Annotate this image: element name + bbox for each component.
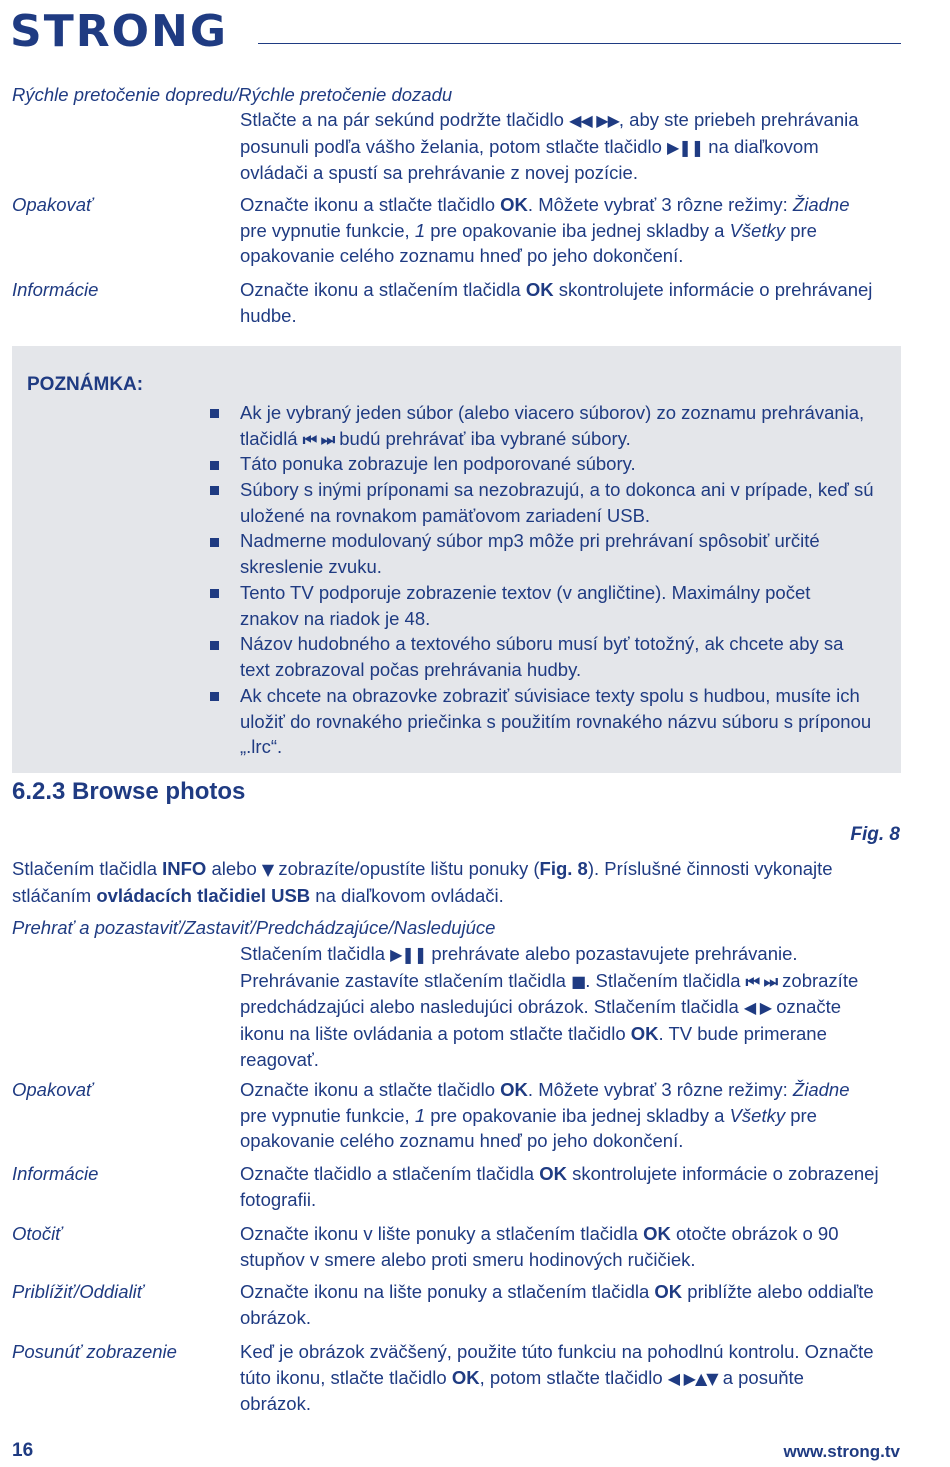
pan-description: Keď je obrázok zväčšený, použite túto funkciu na pohodlnú kontrolu. Označte túto ikonu, stlačte tlačidlo OK, potom stlačte tlačidlo ◀ ▶▲▼ a posuňte obrázok. [240, 1341, 874, 1415]
play-description: Stlačením tlačidla ▶❚❚ prehrávate alebo pozastavujete prehrávanie. Prehrávanie zastavíte stlačením tlačidla ■. Stlačením tlačidla ⏮ ⏭ zobrazíte predchádzajúci alebo nasledujúci obrázok. Stlačením tlačidla ◀ ▶ označte ikonu na lište ovládania a potom stlačte tlačidlo OK. TV bude primerane reagovať. [240, 943, 859, 1070]
bullet-icon [210, 641, 219, 650]
bullet-icon [210, 409, 219, 418]
direction-arrows-icon: ◀ ▶▲▼ [667, 1368, 718, 1388]
info-description: Označte ikonu a stlačením tlačidla OK skontrolujete informácie o prehrávanej hudbe. [240, 279, 873, 326]
rotate-label: Otočiť [12, 1223, 62, 1244]
photos-intro: Stlačením tlačidla INFO alebo ▼ zobrazíte/opustíte lištu ponuky (Fig. 8). Príslušné činnosti vykonajte stláčaním ovládacích tlačidiel USB na diaľkovom ovládači. [12, 858, 833, 906]
ff-description: Stlačte a na pár sekúnd podržte tlačidlo ◀◀ ▶▶, aby ste priebeh prehrávania posunuli podľa vášho želania, potom stlačte tlačidlo ▶❚❚ na diaľkovom ovládači a spustí sa prehrávanie z novej pozície. [240, 109, 859, 184]
section-heading: 6.2.3 Browse photos [12, 778, 246, 805]
repeat-description: Označte ikonu a stlačte tlačidlo OK. Môžete vybrať 3 rôzne režimy: Žiadne pre vypnutie funkcie, 1 pre opakovanie iba jednej skladby a Všetky pre opakovanie celého zoznamu hneď po jeho dokončení. [240, 1079, 850, 1152]
zoom-label: Priblížiť/Oddialiť [12, 1281, 144, 1302]
note-item: Súbory s inými príponami sa nezobrazujú, a to dokonca ani v prípade, keď sú uložené na rovnakom pamäťovom zariadení USB. [240, 479, 874, 526]
note-item: Ak je vybraný jeden súbor (alebo viacero súborov) zo zoznamu prehrávania, tlačidlá ⏮ ⏭ budú prehrávať iba vybrané súbory. [240, 402, 865, 449]
brand-logo: STRONG [10, 6, 228, 57]
figure-label: Fig. 8 [850, 824, 900, 845]
note-item: Táto ponuka zobrazuje len podporované súbory. [240, 453, 636, 474]
rotate-description: Označte ikonu v lište ponuky a stlačením tlačidla OK otočte obrázok o 90 stupňov v smere alebo proti smeru hodinových ručičiek. [240, 1223, 839, 1270]
pan-label: Posunúť zobrazenie [12, 1341, 177, 1362]
note-title: POZNÁMKA: [27, 374, 144, 395]
rewind-forward-icon: ◀◀ ▶▶ [569, 111, 619, 130]
note-item: Názov hudobného a textového súboru musí byť totožný, ak chcete aby sa text zobrazoval počas prehrávania hudby. [240, 633, 844, 680]
info-label: Informácie [12, 279, 99, 300]
bullet-icon [210, 461, 219, 470]
info-label: Informácie [12, 1163, 99, 1184]
note-item: Nadmerne modulovaný súbor mp3 môže pri prehrávaní spôsobiť určité skreslenie zvuku. [240, 530, 820, 577]
bullet-icon [210, 538, 219, 547]
note-item: Ak chcete na obrazovke zobraziť súvisiace texty spolu s hudbou, musíte ich uložiť do rovnakého priečinka s použitím rovnakého názvu súboru s príponou „.lrc“. [240, 685, 872, 758]
play-pause-icon: ▶❚❚ [667, 137, 704, 157]
repeat-label: Opakovať [12, 1079, 93, 1100]
ff-title: Rýchle pretočenie dopredu/Rýchle pretočenie dozadu [12, 84, 453, 105]
repeat-label: Opakovať [12, 194, 93, 215]
play-title: Prehrať a pozastaviť/Zastaviť/Predchádzajúce/Nasledujúce [12, 917, 496, 938]
prev-next-icon: ⏮ ⏭ [745, 971, 778, 991]
page-number: 16 [12, 1440, 34, 1461]
bullet-icon [210, 589, 219, 598]
info-description: Označte tlačidlo a stlačením tlačidla OK skontrolujete informácie o zobrazenej fotografii. [240, 1163, 879, 1210]
bullet-icon [210, 486, 219, 495]
stop-icon: ■ [571, 971, 586, 991]
left-right-icon: ◀ ▶ [743, 998, 772, 1018]
play-pause-icon: ▶❚❚ [390, 945, 427, 964]
down-arrow-icon: ▼ [261, 860, 274, 879]
website-link[interactable]: www.strong.tv [783, 1442, 900, 1461]
zoom-description: Označte ikonu na lište ponuky a stlačením tlačidla OK priblížte alebo oddiaľte obrázok. [240, 1281, 874, 1328]
prev-next-icon: ⏮ ⏭ [302, 429, 335, 449]
repeat-description: Označte ikonu a stlačte tlačidlo OK. Môžete vybrať 3 rôzne režimy: Žiadne pre vypnutie funkcie, 1 pre opakovanie iba jednej skladby a Všetky pre opakovanie celého zoznamu hneď po jeho dokončení. [240, 194, 850, 267]
note-item: Tento TV podporuje zobrazenie textov (v angličtine). Maximálny počet znakov na riadok je 48. [240, 582, 811, 629]
bullet-icon [210, 692, 219, 701]
header-rule [258, 43, 901, 44]
